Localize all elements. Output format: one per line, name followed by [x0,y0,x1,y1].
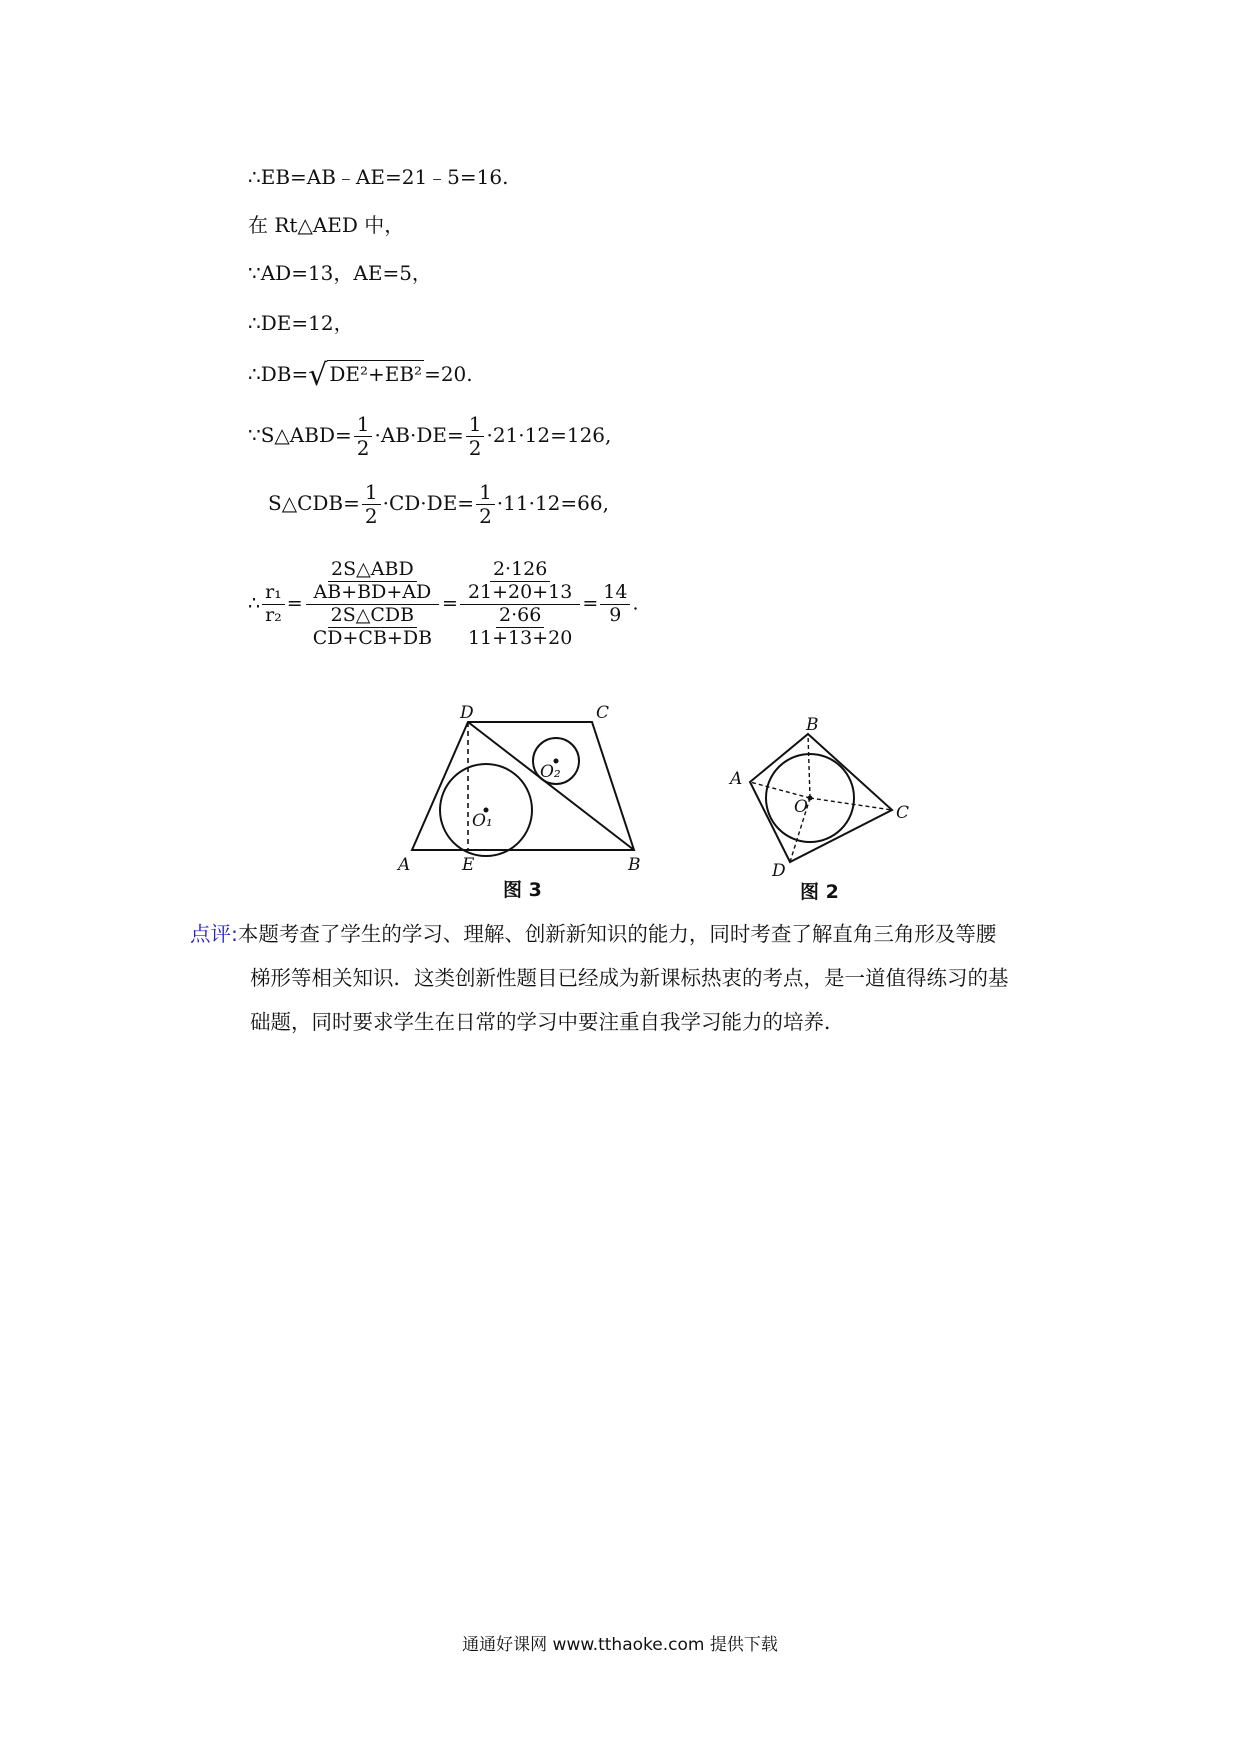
compound-fraction-2: $\frac{\frac{2\cdot 126}{21+20+13}}{\frac{2\cdot 66}{11+13+20}}$ [460,560,580,649]
label-a2: A [730,769,743,789]
quadrilateral-abcd [750,734,892,862]
label-c2: C [896,803,910,823]
figure-3-caption: 图 3 [503,879,542,901]
footer-text: 通通好课网 www.tthaoke.com 提供下载 [462,1635,778,1655]
label-o: O [794,797,808,817]
step-area-cdb: S△CDB= $\frac{1}{2}$ ·CD·DE= $\frac{1}{2}$ ·11·12=66, [268,480,609,528]
diagonal-db [468,722,634,850]
comment-label: 点评: [190,922,238,946]
comment-line-3: 础题，同时要求学生在日常的学习中要注重自我学习能力的培养． [250,1010,845,1034]
step-de: ∴DE=12， [248,311,354,335]
sqrt-expression: DE²+EB² [329,362,423,386]
comment-block [190,912,1065,1044]
label-e: E [462,855,475,875]
step-eb: ∴EB=AB﹣AE=21﹣5=16. [248,165,509,189]
compound-fraction-1: 2S△ABD AB+BD+AD 2S△CDB CD+CB+DB [305,560,440,649]
figure-3-trapezoid [390,700,660,890]
step-db: ∴DB=√ DE²+EB² =20. [248,358,473,393]
step-ratio: ∴ $\frac{\text{r₁}}{\text{r₂}}$ = 2S△ABD AB+BD+AD 2S△CDB CD+CB+DB = $\frac{\frac{2\cdot 126}{21+20+13}}{\frac{2\cdot 66}{11+13+20}}$ = $\frac{14}{9}$ . [248,558,639,649]
label-d: D [460,703,474,723]
label-o2: O₂ [540,762,561,782]
step-rt-triangle: 在 Rt△AED 中， [248,213,405,237]
figure-2-caption: 图 2 [800,881,839,903]
comment-line-1: 本题考查了学生的学习、理解、创新新知识的能力，同时考查了解直角三角形及等腰 [237,922,997,946]
center-o [808,796,813,801]
comment-line-2: 梯形等相关知识．这类创新性题目已经成为新课标热衷的考点，是一道值得练习的基 [250,966,1009,990]
step-area-abd: ∵S△ABD= $\frac{1}{2}$ ·AB·DE= $\frac{1}{2}$ ·21·12=126, [248,412,612,460]
label-a: A [398,855,411,875]
label-o1: O₁ [472,811,493,831]
figure-2-quadrilateral [720,712,920,882]
step-given: ∵AD=13，AE=5， [248,261,432,285]
label-c: C [596,703,610,723]
label-b: B [628,855,641,875]
label-d2: D [772,861,786,881]
label-b2: B [806,715,819,735]
